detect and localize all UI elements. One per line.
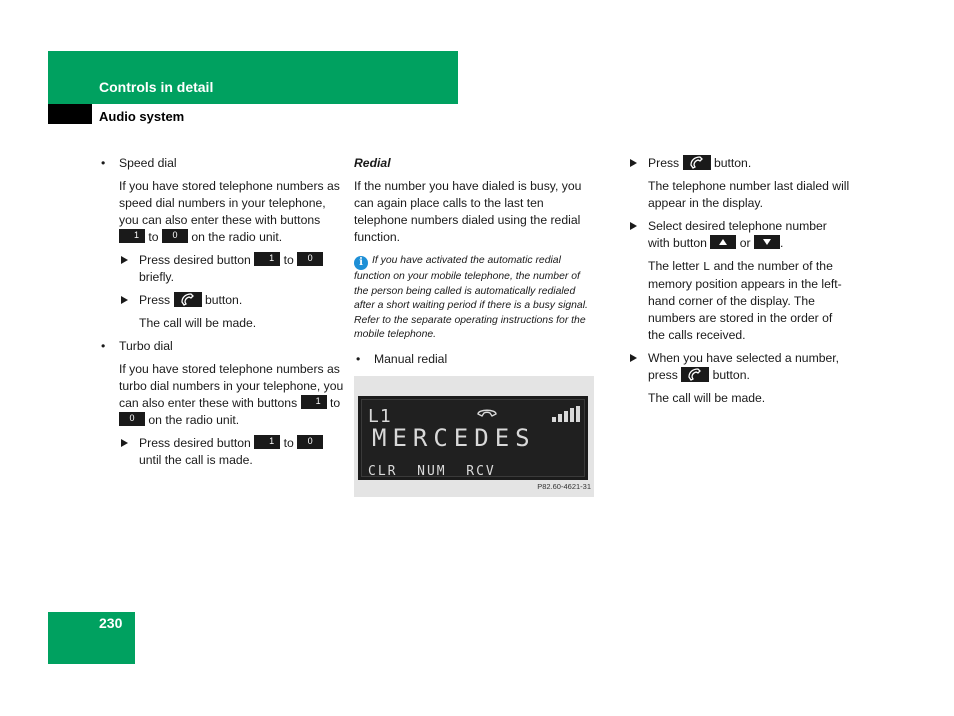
step-text: button.	[204, 293, 243, 307]
turbo-dial-label: Turbo dial	[119, 339, 173, 353]
triangle-bullet-icon	[630, 159, 637, 167]
to-text: to	[329, 396, 341, 410]
key-0: 0	[119, 412, 145, 426]
speed-dial-bullet	[99, 155, 344, 172]
step-result: The telephone number last dialed will appear in the display.	[648, 179, 850, 210]
redial-intro: If the number you have dialed is busy, you can again place calls to the last ten telephone numbers dialed using the redial function.	[354, 179, 582, 244]
info-text-a: The letter	[648, 259, 700, 273]
step-text: until the call is made.	[139, 453, 253, 467]
turbo-dial-steps	[99, 435, 344, 469]
key-0: 0	[297, 435, 323, 449]
step-text: When you have selected a number, press	[648, 351, 840, 382]
speed-dial-steps	[99, 252, 344, 332]
key-1: 1	[254, 435, 280, 449]
speed-dial-text-b: on the radio unit.	[191, 230, 283, 244]
page-number: 230	[99, 615, 123, 631]
manual-redial-bullet	[354, 351, 596, 368]
triangle-bullet-icon	[630, 354, 637, 362]
triangle-bullet-icon	[121, 439, 128, 447]
key-1: 1	[119, 229, 145, 243]
or-text: or	[739, 236, 751, 250]
info-note-text: If you have activated the automatic redial function on your mobile telephone, the number of the person being called is automatically redialed after a short waiting period if there is a busy signal. Refer to the separate operating instructions for the mobile telephone.	[354, 255, 588, 341]
header-band	[48, 51, 458, 104]
step-text: Press	[139, 293, 171, 307]
key-1: 1	[301, 395, 327, 409]
step-text: Select desired telephone number with button	[648, 219, 827, 250]
turbo-dial-text-a: If you have stored telephone numbers as turbo dial numbers in your telephone, you can also enter these with buttons	[119, 362, 344, 410]
triangle-bullet-icon	[630, 222, 637, 230]
speed-dial-text	[99, 178, 344, 246]
to-text: to	[283, 436, 294, 450]
column-right	[628, 155, 850, 413]
step-select-number	[628, 218, 850, 252]
phone-handset-icon	[681, 367, 709, 382]
column-left	[99, 155, 344, 475]
info-icon: i	[354, 256, 368, 270]
step-text: Press	[648, 156, 680, 170]
key-0: 0	[162, 229, 188, 243]
period: .	[779, 236, 784, 250]
triangle-bullet-icon	[121, 296, 128, 304]
step-press-desired-button	[119, 252, 344, 286]
step-text: button.	[712, 368, 750, 382]
memory-position-info	[628, 258, 850, 344]
step-text: Press desired button	[139, 253, 251, 267]
column-middle	[354, 155, 596, 374]
display-name: MERCEDES	[372, 424, 536, 452]
subsection-title: Audio system	[99, 109, 185, 124]
turbo-dial-bullet	[99, 338, 344, 355]
info-text-b: and the number of the memory position appears in the left-hand corner of the display. The numbers are stored in the order of the calls received.	[648, 259, 842, 342]
turbo-dial-text	[99, 361, 344, 429]
turbo-dial-text-b: on the radio unit.	[148, 413, 240, 427]
step-press-phone-button	[119, 292, 344, 309]
section-title: Controls in detail	[99, 79, 214, 95]
manual-redial-label: Manual redial	[374, 351, 448, 366]
to-text: to	[148, 230, 159, 244]
to-text: to	[283, 253, 294, 267]
step-text: button.	[713, 156, 752, 170]
speed-dial-text-a: If you have stored telephone numbers as speed dial numbers in your telephone, you can also enter these with buttons	[119, 179, 340, 227]
speed-dial-label: Speed dial	[119, 156, 177, 170]
phone-handset-icon	[683, 155, 711, 170]
step-result: The call will be made.	[648, 391, 766, 405]
display-memory-position: L1	[368, 406, 392, 427]
step-press-phone-again	[628, 350, 850, 384]
radio-display-figure	[354, 376, 594, 497]
phone-handset-icon	[174, 292, 202, 307]
step-text: briefly.	[139, 270, 174, 284]
key-0: 0	[297, 252, 323, 266]
key-1: 1	[254, 252, 280, 266]
step-result: The call will be made.	[139, 316, 257, 330]
figure-code: P82.60-4621-31	[537, 482, 591, 491]
step-text: Press desired button	[139, 436, 251, 450]
lcd-display	[358, 396, 588, 480]
info-note	[354, 254, 596, 343]
subsection-marker	[48, 104, 92, 124]
display-softkeys: CLR NUM RCV	[368, 464, 496, 479]
redial-heading: Redial	[354, 156, 391, 170]
arrow-up-icon	[710, 235, 736, 249]
letter-L: L	[702, 260, 711, 274]
step-press-phone	[628, 155, 850, 172]
display-handset-icon	[476, 406, 498, 420]
triangle-bullet-icon	[121, 256, 128, 264]
step-press-and-hold	[119, 435, 344, 469]
arrow-down-icon	[754, 235, 780, 249]
signal-strength-icon	[552, 406, 580, 422]
